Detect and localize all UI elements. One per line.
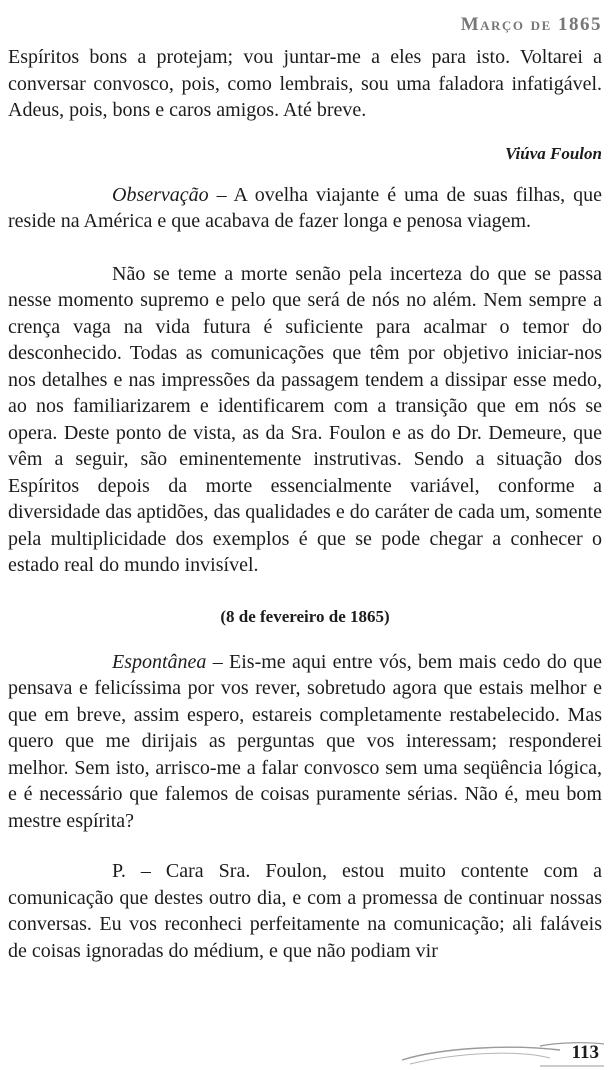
book-page <box>8 0 602 964</box>
running-header: Março de 1865 <box>460 14 602 35</box>
paragraph-question: P. – Cara Sra. Foulon, estou muito contente com a comunicação que destes outro dia, e com a promessa de continuar nossas conversas. Eu vos reconheci perfeitamente na comunicação; ali faláveis de coisas ignoradas do médium, e que não podiam vir <box>8 860 602 962</box>
paragraph-commentary: Não se teme a morte senão pela incerteza do que se passa nesse momento supremo e pelo que será de nós no além. Nem sempre a crença vaga na vida futura é suficiente para acalmar o temor do desconhecido. Todas as comunicações que têm por objetivo iniciar-nos nos detalhes e nas impressões da passagem tendem a dissipar esse medo, ao nos familiarizarem e identificarem com a transição que em nós se opera. Deste ponto de vista, as da Sra. Foulon e as do Dr. Demeure, que vêm a seguir, são eminentemente instrutivas. Sendo a situação dos Espíritos depois da morte essencialmente variável, conforme a diversidade das aptidões, das qualidades e do caráter de cada um, somente pela multiplicidade dos exemplos é que se pode chegar a conhecer o estado real do mundo invisível. <box>8 262 602 576</box>
paragraph-spontaneous <box>8 649 602 835</box>
page-footer <box>400 1038 605 1068</box>
spontaneous-text: – Eis-me aqui entre vós, bem mais cedo do que pensava e felicíssima por vos rever, sobretudo agora que estais melhor e que em breve, assim espero, estareis completamente restabelecido. Mas quero que me dirijais as perguntas que vos interessam; responderei melhor. Sem isto, arrisco-me a falar convosco sem uma seqüência lógica, e é necessário que falemos de coisas puramente sérias. Não é, meu bom mestre espírita? <box>8 650 602 832</box>
date-heading: (8 de fevereiro de 1865) <box>220 606 390 626</box>
spontaneous-label: Espontânea <box>112 650 207 673</box>
paragraph-closing-message: Espíritos bons a protejam; vou juntar-me a eles para isto. Voltarei a conversar convosco, pois, como lembrais, sou uma faladora infatigável. Adeus, pois, bons e caros amigos. Até breve. <box>8 46 602 121</box>
page-number: 113 <box>571 1042 599 1063</box>
observation-label: Observação <box>112 183 209 206</box>
paragraph-observation <box>8 182 602 235</box>
observation-text: – A ovelha viajante é uma de suas filhas, que reside na América e que acabava de fazer longa e penosa viagem. <box>8 183 602 232</box>
signature: Viúva Foulon <box>505 143 602 163</box>
